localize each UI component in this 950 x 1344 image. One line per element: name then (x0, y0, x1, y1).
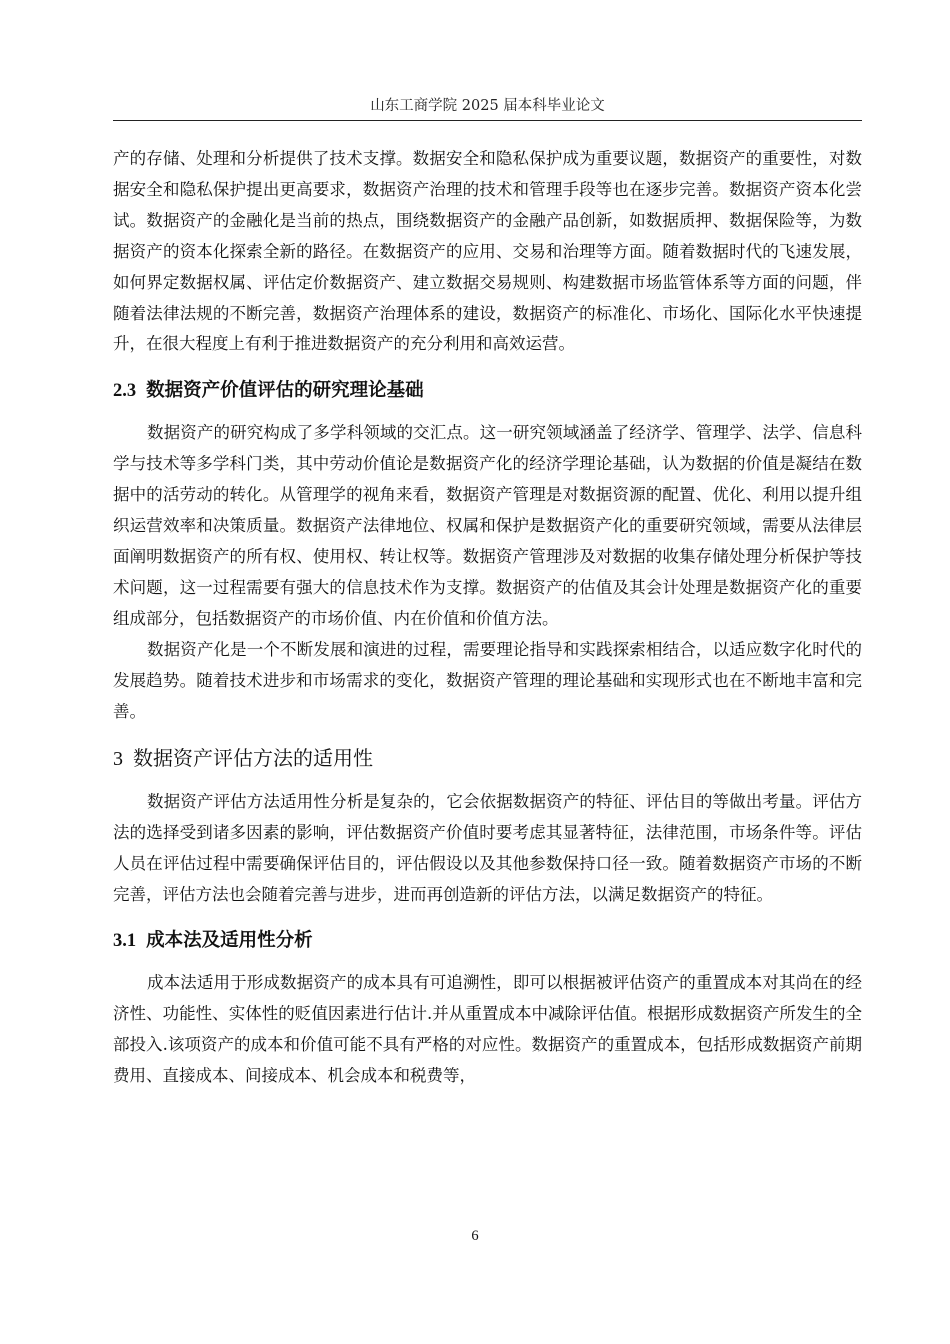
paragraph: 数据资产评估方法适用性分析是复杂的，它会依据数据资产的特征、评估目的等做出考量。评估方法的选择受到诸多因素的影响，评估数据资产价值时要考虑其显著特征，法律范围，市场条件等。评估人员在评估过程中需要确保评估目的，评估假设以及其他参数保持口径一致。随着数据资产市场的不断完善，评估方法也会随着完善与进步，进而再创造新的评估方法，以满足数据资产的特征。 (113, 792, 862, 905)
paragraph: 成本法适用于形成数据资产的成本具有可追溯性，即可以根据被评估资产的重置成本对其尚在的经济性、功能性、实体性的贬值因素进行估计.并从重置成本中减除评估值。根据形成数据资产所发生的全部投入.该项资产的成本和价值可能不具有严格的对应性。数据资产的重置成本，包括形成数据资产前期费用、直接成本、间接成本、机会成本和税费等， (113, 973, 862, 1085)
chapter-title: 数据资产评估方法的适用性 (133, 746, 373, 771)
chapter-heading-3 (113, 742, 862, 775)
paragraph-continued: 产的存储、处理和分析提供了技术支撑。数据安全和隐私保护成为重要议题，数据资产的重要性，对数据安全和隐私保护提出更高要求，数据资产治理的技术和管理手段等也在逐步完善。数据资产资本化尝试。数据资产的金融化是当前的热点，围绕数据资产的金融产品创新，如数据质押、数据保险等，为数据资产的资本化探索全新的路径。在数据资产的应用、交易和治理等方面。随着数据时代的飞速发展，如何界定数据权属、评估定价数据资产、建立数据交易规则、构建数据市场监管体系等方面的问题，伴随着法律法规的不断完善，数据资产治理体系的建设，数据资产的标准化、市场化、国际化水平快速提升，在很大程度上有利于推进数据资产的充分利用和高效运营。 (113, 149, 862, 354)
section-title: 成本法及适用性分析 (146, 930, 313, 952)
section-number: 3.1 (113, 931, 137, 952)
section-number: 2.3 (113, 381, 137, 402)
paragraph: 数据资产化是一个不断发展和演进的过程，需要理论指导和实践探索相结合，以适应数字化时代的发展趋势。随着技术进步和市场需求的变化，数据资产管理的理论基础和实现形式也在不断地丰富和完善。 (113, 639, 862, 721)
chapter-number: 3 (113, 748, 123, 771)
section-heading-3-1 (113, 926, 862, 956)
section-heading-2-3 (113, 376, 862, 406)
section-title: 数据资产价值评估的研究理论基础 (146, 380, 424, 402)
running-header: 山东工商学院 2025 届本科毕业论文 (370, 98, 605, 114)
page-body (113, 144, 862, 1092)
page-number: 6 (471, 1228, 479, 1244)
paragraph: 数据资产的研究构成了多学科领域的交汇点。这一研究领域涵盖了经济学、管理学、法学、信息科学与技术等多学科门类，其中劳动价值论是数据资产化的经济学理论基础，认为数据的价值是凝结在数据中的活劳动的转化。从管理学的视角来看，数据资产管理是对数据资源的配置、优化、利用以提升组织运营效率和决策质量。数据资产法律地位、权属和保护是数据资产化的重要研究领域，需要从法律层面阐明数据资产的所有权、使用权、转让权等。数据资产管理涉及对数据的收集存储处理分析保护等技术问题，这一过程需要有强大的信息技术作为支撑。数据资产的估值及其会计处理是数据资产化的重要组成部分，包括数据资产的市场价值、内在价值和价值方法。 (113, 423, 862, 628)
header-rule (113, 120, 862, 121)
